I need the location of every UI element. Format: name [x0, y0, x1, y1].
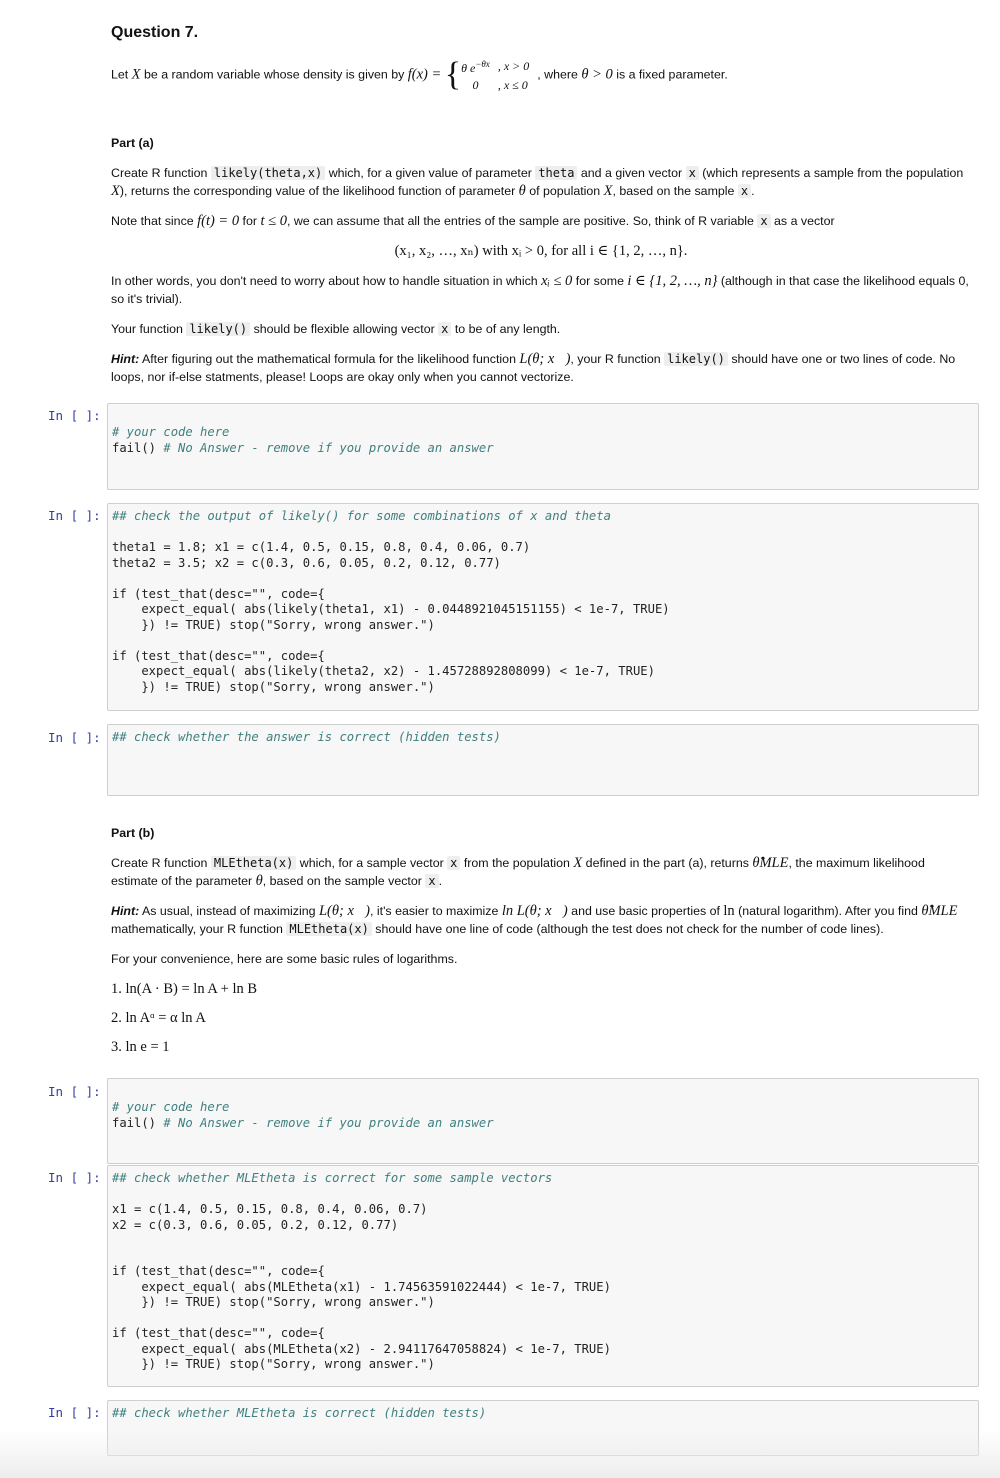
cell-prompt-1: In [ ]:: [48, 408, 101, 423]
part-b-section: [111, 824, 971, 1056]
log-rules-intro: For your convenience, here are some basic rules of logarithms.: [111, 952, 458, 966]
theta-condition: θ > 0: [581, 66, 613, 83]
code-comment: ## check the output of likely() for some combinations of x and theta: [112, 509, 611, 523]
question-title: Question 7.: [111, 24, 199, 41]
intro-comma: ,: [537, 67, 541, 82]
code-comment: ## check whether MLEtheta is correct for some sample vectors: [112, 1171, 553, 1185]
code-comment: # No Answer - remove if you provide an answer: [156, 1115, 494, 1130]
intro-tail: where: [540, 67, 582, 82]
part-a-section: [111, 134, 971, 386]
code-line: if (test_that(desc="", code={: [112, 586, 325, 601]
cases-brace: {: [444, 56, 462, 93]
code-line: expect_equal( abs(likely(theta2, x2) - 1.45728892808099) < 1e-7, TRUE): [112, 664, 655, 678]
code-fail-call: fail(): [112, 440, 157, 455]
part-a-title: Part (a): [111, 136, 154, 150]
bottom-fade: [0, 1430, 1000, 1478]
code-comment: ## check whether MLEtheta is correct (hidden tests): [112, 1406, 487, 1420]
log-rule-1: 1. ln(A · B) = ln A + ln B: [111, 981, 258, 997]
case1-expr: θ $e^{-\theta x}$: [461, 59, 490, 75]
log-rule-3: 3. ln e = 1: [111, 1039, 170, 1055]
part-b-hint: Hint: As usual, instead of maximizing L(θ; x⃗), it's easier to maximize ln L(θ; x⃗) and use basic properties of ln (natural logarithm). After you find θ̂MLE mathematically, your R function MLEtheta(x) should have one line of code (although the test does not check for the number of code lines).: [111, 903, 958, 936]
case2-cond: , x ≤ 0: [497, 78, 528, 92]
cell-prompt-4: In [ ]:: [48, 1084, 101, 1099]
density-cases: [461, 56, 537, 94]
code-line: theta1 = 1.8; x1 = c(1.4, 0.5, 0.15, 0.8, 0.4, 0.06, 0.7): [112, 540, 531, 554]
code-line: }) != TRUE) stop("Sorry, wrong answer."): [112, 1357, 435, 1371]
code-cell-4[interactable]: [107, 1078, 979, 1164]
code-cell-3[interactable]: [107, 724, 979, 796]
part-a-para4: Your function likely() should be flexible allowing vector x to be of any length.: [111, 322, 561, 336]
code-line: if (test_that(desc="", code={: [112, 1326, 325, 1340]
code-cell-2[interactable]: [107, 503, 979, 711]
code-line: }) != TRUE) stop("Sorry, wrong answer."): [112, 679, 435, 694]
code-comment: # your code here: [112, 1100, 230, 1114]
case1-cond: , x > 0: [497, 59, 530, 73]
code-line: x2 = c(0.3, 0.6, 0.05, 0.2, 0.12, 0.77): [112, 1217, 399, 1232]
code-cell-1[interactable]: [107, 403, 979, 490]
part-a-para2: Note that since f(t) = 0 for t ≤ 0, we can assume that all the entries of the sample are positive. So, think of R variable x as a vector: [111, 213, 835, 229]
code-line: theta2 = 3.5; x2 = c(0.3, 0.6, 0.05, 0.2, 0.12, 0.77): [112, 555, 501, 570]
code-line: expect_equal( abs(MLEtheta(x2) - 2.94117647058824) < 1e-7, TRUE): [112, 1341, 611, 1356]
intro-tail-end: is a fixed parameter.: [612, 67, 728, 82]
part-a-para3: In other words, you don't need to worry about how to handle situation in which xᵢ ≤ 0 for some i ∈ {1, 2, …, n} (although in that case the likelihood equals 0, so it's trivial).: [111, 273, 969, 306]
code-line: expect_equal( abs(likely(theta1, x1) - 0.0448921045151155) < 1e-7, TRUE): [112, 602, 670, 616]
display-equation: (x₁, x₂, …, xₙ) with xᵢ > 0, for all i ∈ {1, 2, …, n}.: [394, 243, 688, 259]
code-comment: # No Answer - remove if you provide an answer: [156, 440, 494, 455]
code-line: if (test_that(desc="", code={: [112, 648, 325, 663]
intro-text-mid: be a random variable whose density is given by: [140, 67, 408, 82]
code-comment: ## check whether the answer is correct (hidden tests): [112, 730, 501, 744]
code-line: expect_equal( abs(MLEtheta(x1) - 1.74563591022444) < 1e-7, TRUE): [112, 1279, 611, 1294]
density-definition: [111, 56, 971, 96]
code-line: }) != TRUE) stop("Sorry, wrong answer."): [112, 617, 435, 632]
part-b-para1: Create R function MLEtheta(x) which, for a sample vector x from the population X defined in the part (a), returns θ̂MLE, the maximum likelihood estimate of the parameter θ, based on the sample vector x .: [111, 855, 925, 889]
cell-prompt-2: In [ ]:: [48, 508, 101, 523]
code-comment: # your code here: [112, 425, 230, 439]
intro-var-x: X: [131, 66, 141, 83]
part-b-title: Part (b): [111, 826, 155, 840]
question-header: [111, 24, 971, 42]
cell-prompt-5: In [ ]:: [48, 1170, 101, 1185]
part-a-hint: Hint: After figuring out the mathematical formula for the likelihood function L(θ; x⃗), your R function likely() should have one or two lines of code. No loops, nor if-else statments, please! Loops are okay only when you cannot vectorize.: [111, 351, 956, 384]
intro-text: Let: [111, 67, 132, 82]
density-fx: f(x) =: [407, 66, 442, 83]
case2-expr: 0: [472, 78, 479, 92]
cell-prompt-6: In [ ]:: [48, 1405, 101, 1420]
code-fail-call: fail(): [112, 1115, 157, 1130]
code-line: x1 = c(1.4, 0.5, 0.15, 0.8, 0.4, 0.06, 0.7): [112, 1202, 428, 1216]
log-rule-2: 2. ln Aᵅ = α ln A: [111, 1010, 206, 1026]
cell-prompt-3: In [ ]:: [48, 730, 101, 745]
code-line: }) != TRUE) stop("Sorry, wrong answer."): [112, 1295, 435, 1309]
code-cell-5[interactable]: [107, 1165, 979, 1387]
code-line: if (test_that(desc="", code={: [112, 1264, 325, 1278]
part-a-para1: Create R function likely(theta,x) which, for a given value of parameter theta and a given vector x (which represents a sample from the population X), returns the corresponding value of the likelihood function of parameter θ of population X, based on the sample x .: [111, 166, 964, 199]
